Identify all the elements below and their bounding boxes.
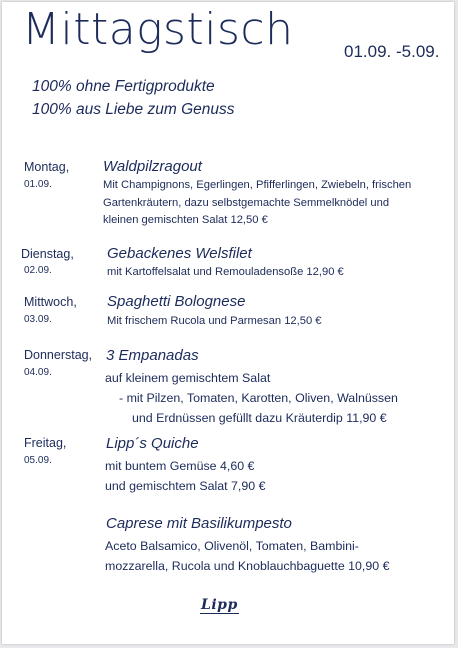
desc-line: mit buntem Gemüse 4,60 € — [105, 459, 255, 473]
day-friday: Freitag, — [24, 436, 67, 450]
date-tuesday: 02.09. — [24, 265, 52, 276]
day-wednesday: Mittwoch, — [24, 295, 77, 309]
dish-thursday: 3 Empanadas — [106, 347, 199, 364]
tagline-2: 100% aus Liebe zum Genuss — [32, 101, 235, 118]
desc-line: kleinen gemischten Salat 12,50 € — [103, 214, 268, 226]
desc-monday — [103, 177, 411, 230]
desc-line: Mit Champignons, Egerlingen, Pfifferlingen, Zwiebeln, frischen — [103, 179, 412, 191]
dish-wednesday: Spaghetti Bolognese — [107, 293, 246, 310]
desc-line: - mit Pilzen, Tomaten, Karotten, Oliven, Walnüssen — [119, 391, 398, 405]
desc-tuesday — [107, 264, 344, 282]
dish-special: Caprese mit Basilikumpesto — [106, 515, 292, 532]
desc-wednesday — [107, 313, 322, 331]
dish-friday: Lipp´s Quiche — [106, 435, 199, 452]
tagline-1: 100% ohne Fertigprodukte — [32, 78, 215, 95]
date-wednesday: 03.09. — [24, 314, 52, 325]
day-thursday: Donnerstag, — [24, 348, 93, 362]
menu-page — [2, 2, 454, 644]
day-monday: Montag, — [24, 160, 70, 174]
dish-tuesday: Gebackenes Welsfilet — [107, 245, 252, 262]
page-title: Mittagstisch — [22, 4, 294, 55]
date-friday: 05.09. — [24, 455, 52, 466]
day-tuesday: Dienstag, — [21, 247, 74, 261]
desc-line: auf kleinem gemischtem Salat — [105, 371, 271, 385]
date-thursday: 04.09. — [24, 367, 52, 378]
lipp-logo: Lipp — [201, 597, 238, 613]
desc-line: Aceto Balsamico, Olivenöl, Tomaten, Bambini- — [105, 539, 359, 553]
desc-line: Gartenkräutern, dazu selbstgemachte Semmelknödel und — [103, 196, 390, 209]
desc-line: und gemischtem Salat 7,90 € — [105, 479, 266, 493]
date-range: 01.09. -5.09. — [344, 42, 440, 61]
date-monday: 01.09. — [24, 179, 52, 190]
dish-monday: Waldpilzragout — [103, 158, 202, 175]
desc-line: mit Kartoffelsalat und Remouladensoße 12,90 € — [107, 266, 344, 278]
desc-thursday — [105, 368, 398, 428]
desc-line: Mit frischem Rucola und Parmesan 12,50 € — [107, 315, 322, 327]
desc-line: und Erdnüssen gefüllt dazu Kräuterdip 11,90 € — [132, 411, 387, 425]
desc-line: mozzarella, Rucola und Knoblauchbaguette 10,90 € — [105, 559, 390, 573]
desc-friday — [105, 456, 266, 496]
desc-special — [105, 536, 390, 576]
